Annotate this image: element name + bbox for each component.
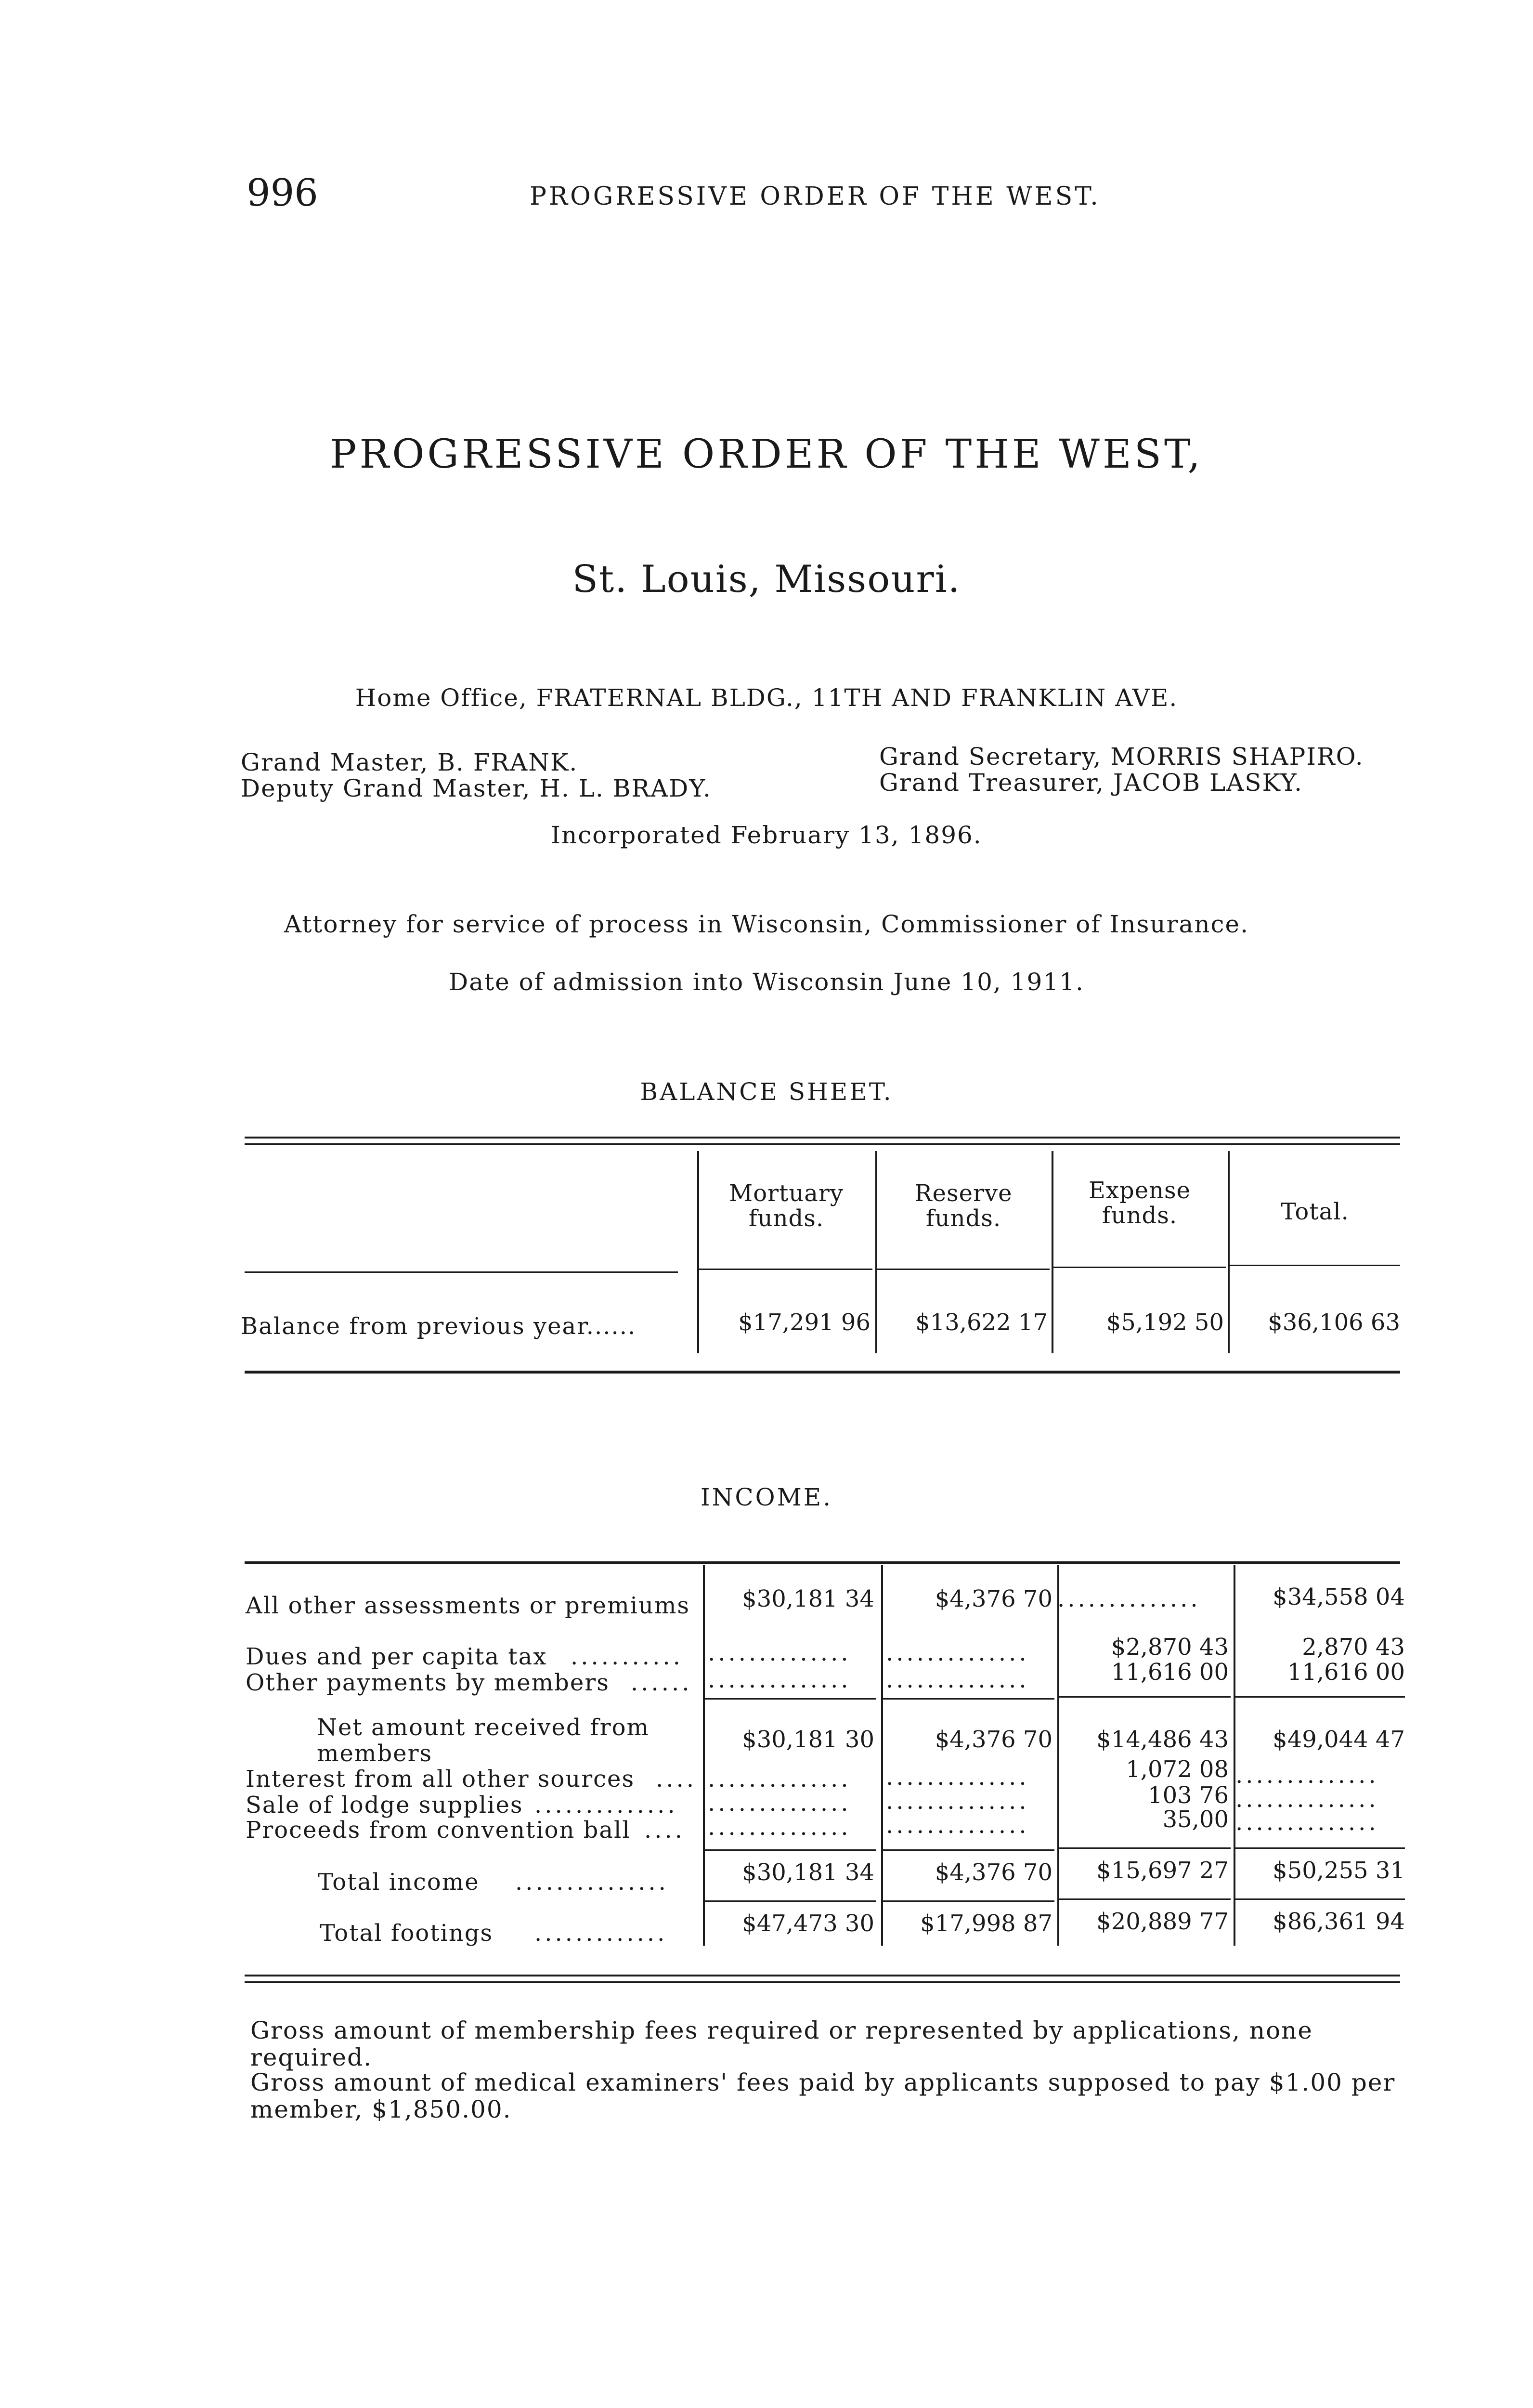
income-cell: $34,558 04 <box>1273 1584 1405 1610</box>
dot-leader: .............. <box>708 1814 851 1841</box>
attorney-statement: Attorney for service of process in Wisconsin, Commissioner of Insurance. <box>284 910 1249 938</box>
dot-leader: ............. <box>534 1920 668 1947</box>
income-cell: $86,361 94 <box>1273 1908 1405 1935</box>
income-cell: 2,870 43 <box>1302 1634 1405 1661</box>
income-cell: $15,697 27 <box>1096 1857 1229 1884</box>
incorporated: Incorporated February 13, 1896. <box>551 821 982 849</box>
income-row-label: Sale of lodge supplies <box>246 1792 523 1819</box>
income-cell: 11,616 00 <box>1111 1659 1229 1686</box>
income-cell: $49,044 47 <box>1273 1726 1405 1753</box>
income-cell: $30,181 34 <box>742 1585 874 1612</box>
dot-leader: .............. <box>886 1788 1029 1815</box>
grand-treasurer: Grand Treasurer, JACOB LASKY. <box>879 769 1303 797</box>
home-office: Home Office, FRATERNAL BLDG., 11TH AND FRANKLIN AVE. <box>355 684 1178 712</box>
balance-row-label: Balance from previous year...... <box>241 1313 637 1340</box>
page-number: 996 <box>247 171 318 215</box>
grand-master: Grand Master, B. FRANK. <box>241 748 578 776</box>
dot-leader: .............. <box>886 1812 1029 1839</box>
income-row-label: Other payments by members <box>246 1669 610 1696</box>
dot-leader: .... <box>644 1817 686 1844</box>
column-header-mortuary: Mortuary funds. <box>729 1180 844 1232</box>
column-header-expense: Expense funds. <box>1088 1177 1191 1229</box>
column-header-total: Total. <box>1281 1198 1349 1225</box>
income-cell: 11,616 00 <box>1287 1659 1405 1686</box>
note-medical-fees: Gross amount of medical examiners' fees paid by applicants supposed to pay $1.00 per member, $1,850.00. <box>250 2068 1396 2123</box>
dot-leader: .... <box>656 1766 697 1793</box>
dot-leader: .............. <box>708 1639 851 1666</box>
dot-leader: .............. <box>886 1666 1029 1693</box>
dot-leader: .............. <box>1235 1809 1379 1836</box>
running-title: PROGRESSIVE ORDER OF THE WEST. <box>530 182 1101 211</box>
income-heading: INCOME. <box>700 1483 833 1511</box>
dot-leader: .............. <box>534 1792 678 1819</box>
income-row-label: Dues and per capita tax <box>246 1643 547 1670</box>
income-cell: 1,072 08 <box>1126 1756 1229 1783</box>
dot-leader: .............. <box>886 1764 1029 1791</box>
location: St. Louis, Missouri. <box>572 558 961 601</box>
income-row-label: Interest from all other sources <box>246 1766 635 1793</box>
dot-leader: .............. <box>708 1790 851 1817</box>
dot-leader: ............... <box>515 1869 669 1896</box>
income-cell: $50,255 31 <box>1273 1857 1405 1884</box>
document-title: PROGRESSIVE ORDER OF THE WEST, <box>330 432 1203 477</box>
income-cell: $30,181 30 <box>742 1726 874 1753</box>
income-cell: $20,889 77 <box>1096 1908 1229 1935</box>
income-cell: $17,998 87 <box>920 1910 1052 1937</box>
balance-expense: $5,192 50 <box>1106 1309 1224 1336</box>
income-cell: $30,181 34 <box>742 1859 874 1886</box>
column-header-reserve: Reserve funds. <box>914 1180 1013 1232</box>
dot-leader: .............. <box>708 1766 851 1793</box>
balance-sheet-heading: BALANCE SHEET. <box>640 1078 893 1106</box>
income-cell: $2,870 43 <box>1111 1634 1229 1661</box>
dot-leader: ...... <box>631 1669 692 1696</box>
income-cell: $4,376 70 <box>935 1859 1052 1886</box>
income-cell: 103 76 <box>1148 1782 1229 1809</box>
dot-leader: ........... <box>571 1643 683 1670</box>
income-row-label: Total footings <box>320 1920 494 1947</box>
dot-leader: .............. <box>1235 1762 1379 1789</box>
income-row-label: Net amount received from members <box>317 1714 650 1767</box>
income-cell: $47,473 30 <box>742 1910 874 1937</box>
income-cell: $4,376 70 <box>935 1726 1052 1753</box>
balance-reserve: $13,622 17 <box>915 1309 1048 1336</box>
dot-leader: .............. <box>886 1639 1029 1666</box>
dot-leader: .............. <box>1235 1786 1379 1813</box>
deputy-grand-master: Deputy Grand Master, H. L. BRADY. <box>241 774 712 802</box>
dot-leader: .............. <box>1057 1585 1201 1612</box>
grand-secretary: Grand Secretary, MORRIS SHAPIRO. <box>879 743 1364 771</box>
balance-mortuary: $17,291 96 <box>738 1309 870 1336</box>
income-row-label: Total income <box>318 1869 480 1896</box>
income-cell: $14,486 43 <box>1096 1726 1229 1753</box>
note-membership-fees: Gross amount of membership fees required or represented by applications, none required. <box>250 2016 1313 2071</box>
dot-leader: .............. <box>708 1666 851 1693</box>
income-cell: $4,376 70 <box>935 1585 1052 1612</box>
income-row-label: All other assessments or premiums <box>246 1592 690 1619</box>
income-cell: 35,00 <box>1162 1806 1229 1833</box>
balance-total: $36,106 63 <box>1268 1309 1400 1336</box>
income-row-label: Proceeds from convention ball <box>246 1817 631 1844</box>
admission-date: Date of admission into Wisconsin June 10, 1911. <box>449 968 1084 996</box>
